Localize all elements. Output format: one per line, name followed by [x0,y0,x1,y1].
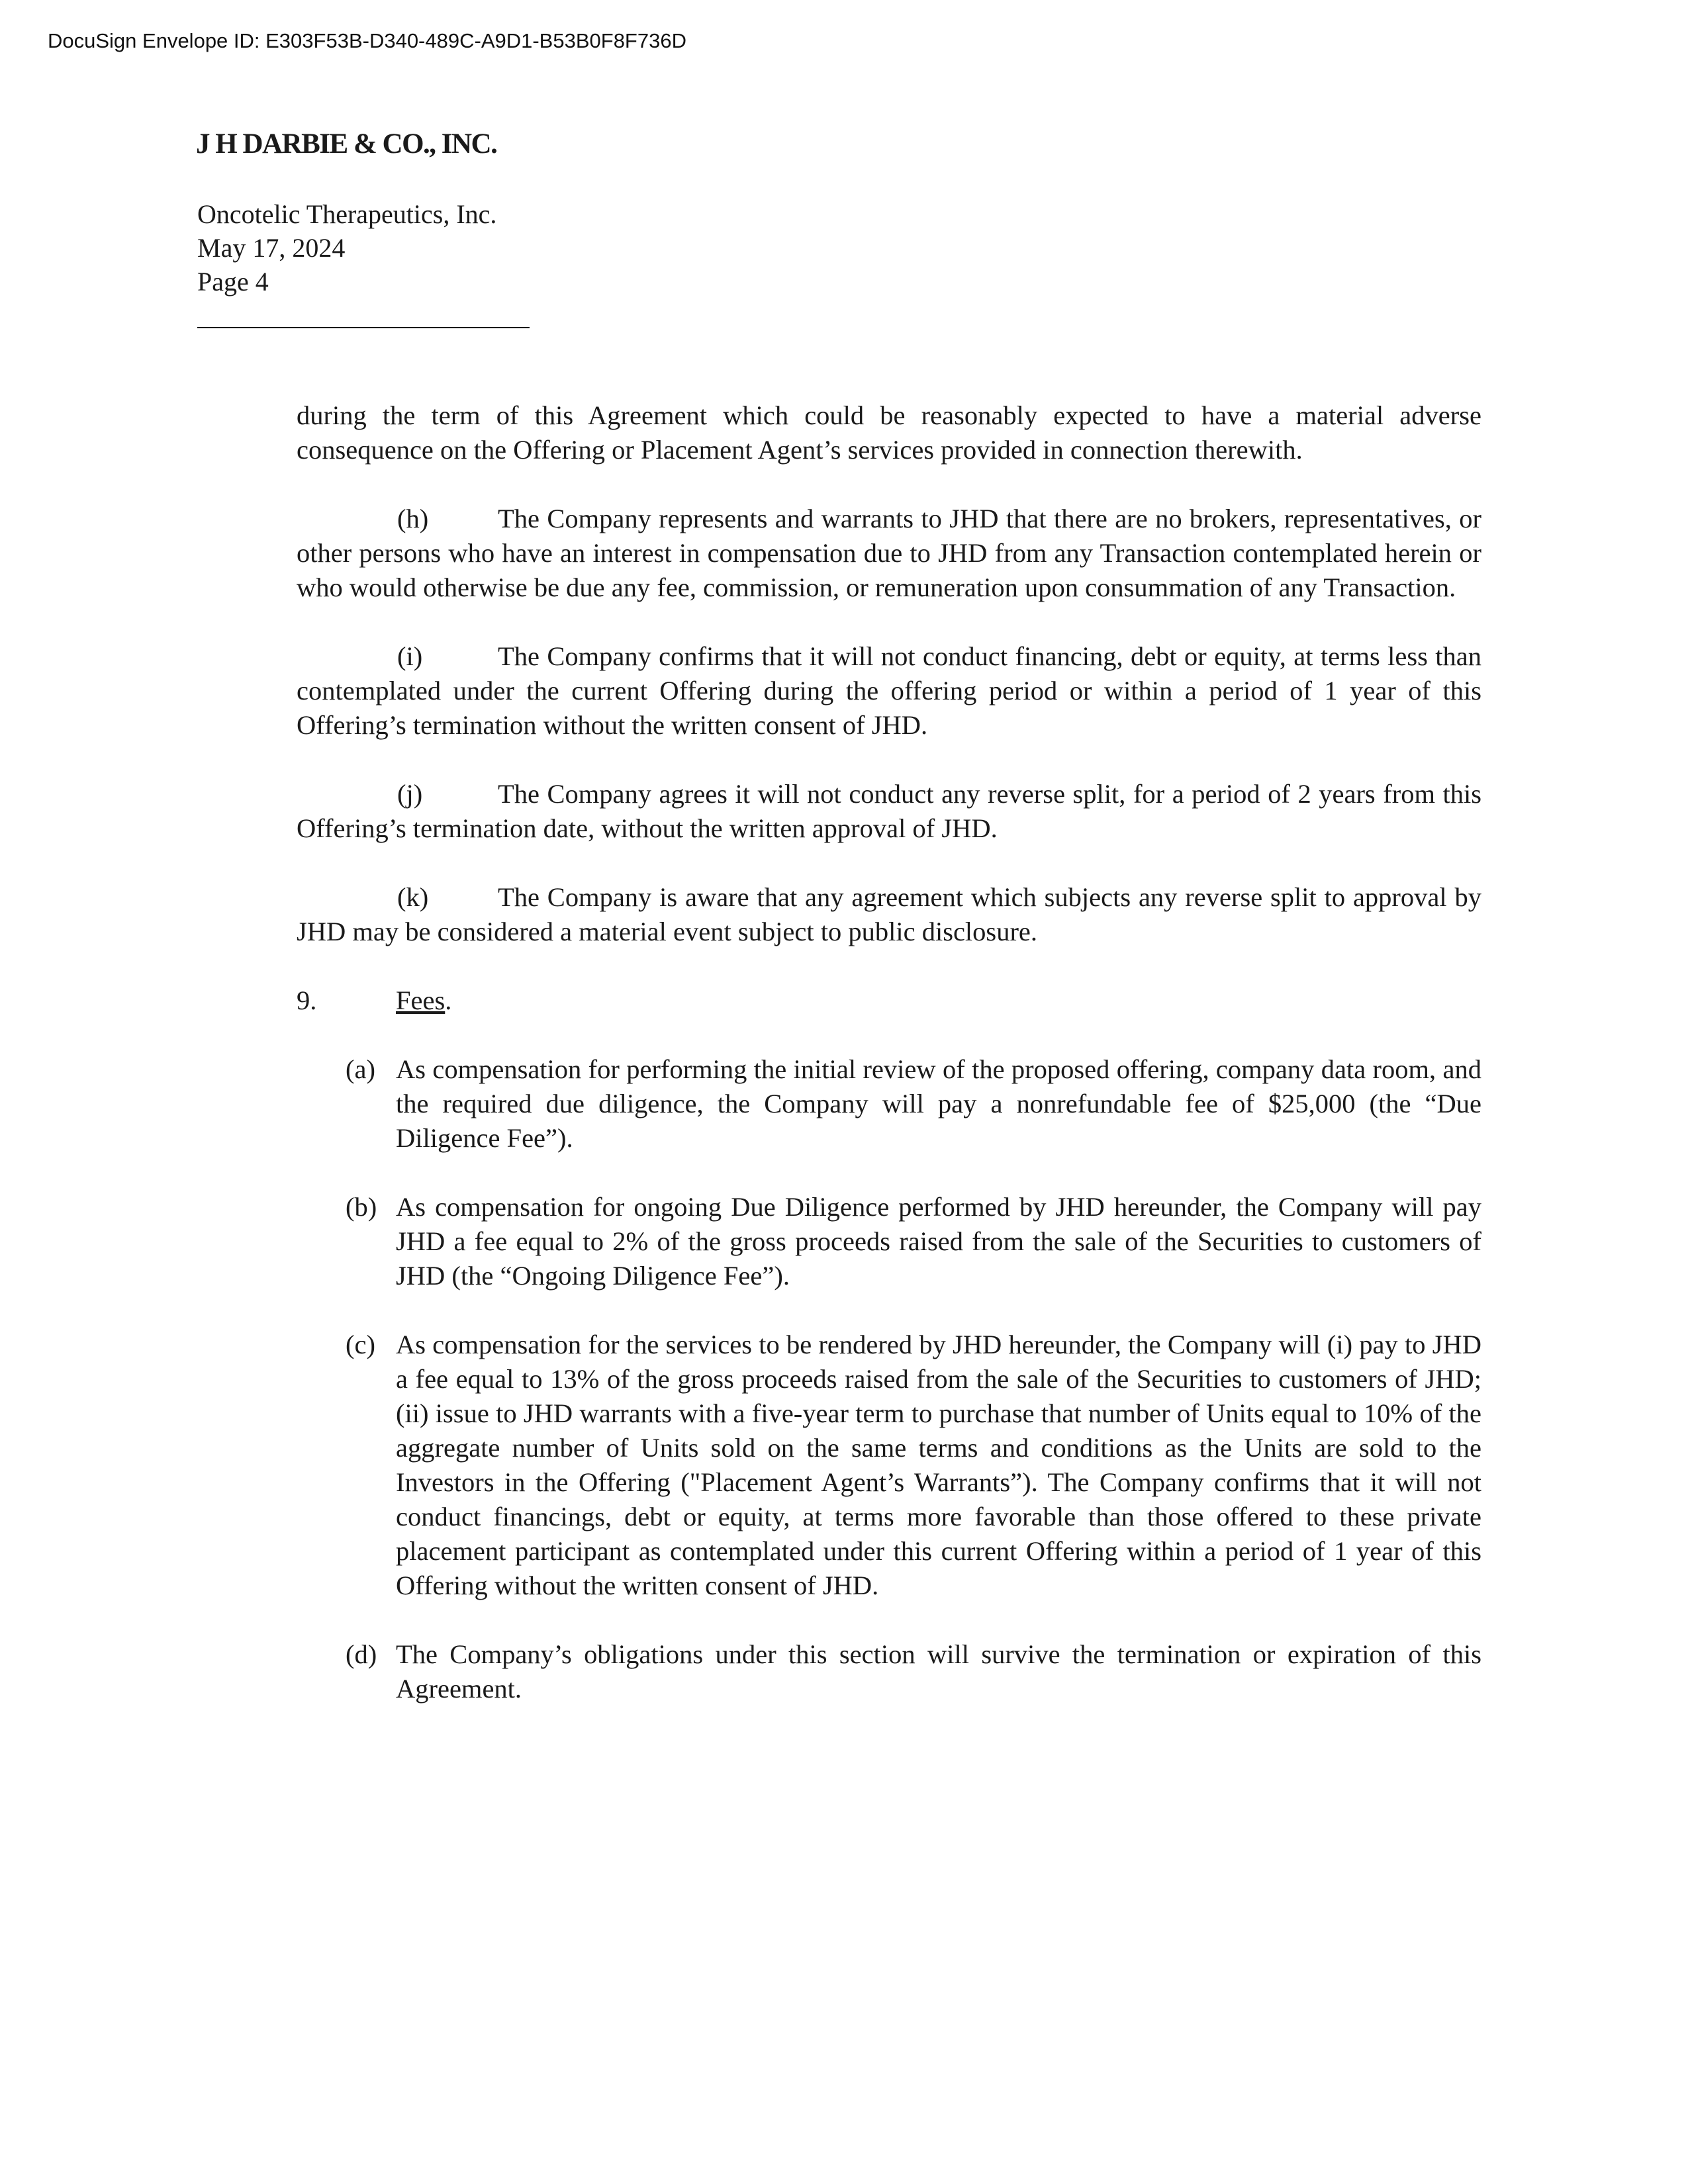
fee-clause-label: (b) [346,1192,377,1222]
fee-clause-text: As compensation for the services to be rendered by JHD hereunder, the Company will (i) pay to JHD a fee equal to 13% of the gross proceeds raised from the sale of the Securities to customers of JHD; (ii) issue to JHD warrants with a five-year term to purchase that number of Units equal to 10% of the aggregate number of Units sold on the same terms and conditions as the Units are sold to the Investors in the Offering ("Placement Agent’s Warrants”). The Company confirms that it will not conduct financings, debt or equity, at terms more favorable than those offered to these private placement participant as contemplated under this current Offering within a period of 1 year of this Offering without the written consent of JHD. [396,1330,1481,1600]
clause-label: (k) [397,882,429,912]
clause-k [297,880,1481,949]
clause-label: (j) [397,779,423,809]
header-page-number: Page 4 [197,267,269,296]
clause-j [297,777,1481,846]
clause-text: The Company confirms that it will not conduct financing, debt or equity, at terms less than contemplated under the current Offering during the offering period or within a period of 1 year of this Offering’s termination without the written consent of JHD. [297,641,1481,740]
fee-clause-d [346,1637,1481,1706]
section-heading-fees [297,983,1481,1018]
fee-clause-a [346,1052,1481,1156]
clause-label: (i) [397,641,423,671]
header-divider [197,327,530,328]
letter-header [197,197,496,298]
clause-text: The Company represents and warrants to JHD that there are no brokers, representatives, or other persons who have an interest in compensation due to JHD from any Transaction contemplated herein or who would otherwise be due any fee, commission, or remuneration upon consummation of any Transaction. [297,504,1481,602]
fee-clause-label: (d) [346,1639,377,1669]
clause-text: The Company agrees it will not conduct any reverse split, for a period of 2 years from this Offering’s termination date, without the written approval of JHD. [297,779,1481,843]
header-company: Oncotelic Therapeutics, Inc. [197,199,497,229]
section-number: 9. [297,985,317,1015]
clause-i [297,639,1481,743]
document-body [297,398,1481,1741]
clause-h [297,502,1481,605]
clause-label: (h) [397,504,429,533]
section-title: Fees [396,985,445,1015]
letterhead-firm-name: J H DARBIE & CO., INC. [196,128,497,159]
clause-text: The Company is aware that any agreement which subjects any reverse split to approval by JHD may be considered a material event subject to public disclosure. [297,882,1481,946]
header-date: May 17, 2024 [197,233,346,263]
fee-clause-label: (a) [346,1054,375,1084]
fee-clause-b [346,1190,1481,1293]
fee-clause-text: As compensation for performing the initial review of the proposed offering, company data room, and the required due diligence, the Company will pay a nonrefundable fee of $25,000 (the “Due Diligence Fee”). [396,1054,1481,1153]
fee-clause-text: The Company’s obligations under this section will survive the termination or expiration of this Agreement. [396,1639,1481,1704]
section-title-suffix: . [445,985,452,1015]
fee-clause-text: As compensation for ongoing Due Diligence performed by JHD hereunder, the Company will pay JHD a fee equal to 2% of the gross proceeds raised from the sale of the Securities to customers of JHD (the “Ongoing Diligence Fee”). [396,1192,1481,1291]
fee-clause-c [346,1328,1481,1603]
fee-clause-label: (c) [346,1330,375,1359]
docusign-envelope-id: DocuSign Envelope ID: E303F53B-D340-489C-A9D1-B53B0F8F736D [48,29,686,52]
continuation-paragraph: during the term of this Agreement which could be reasonably expected to have a material adverse consequence on the Offering or Placement Agent’s services provided in connection therewith. [297,400,1481,465]
